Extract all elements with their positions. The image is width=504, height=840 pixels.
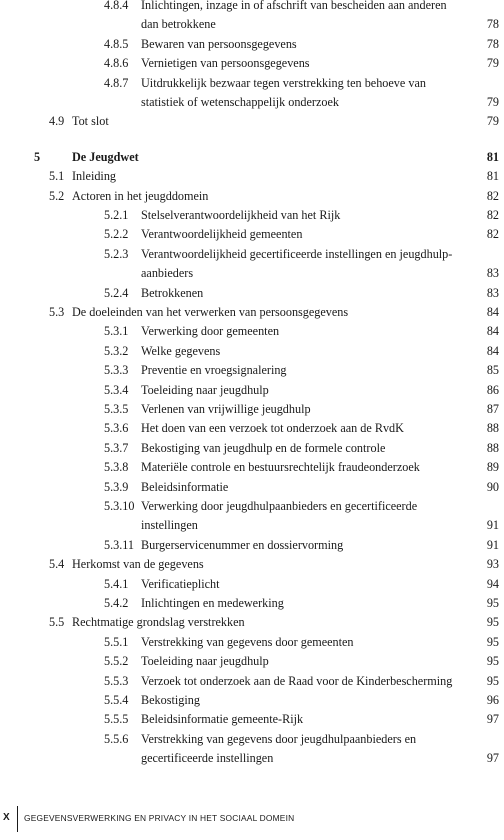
toc-entry-page: 83 [486, 266, 499, 281]
toc-entry [0, 206, 504, 225]
toc-entry-title: Burgerservicenummer en dossiervorming [141, 537, 344, 552]
toc-entry [0, 439, 504, 458]
toc-entry [0, 303, 504, 322]
toc-entry-page: 97 [486, 751, 499, 766]
toc-entry-title: Beleidsinformatie [141, 479, 229, 494]
toc-entry-title: Uitdrukkelijk bezwaar tegen verstrekking ten behoeve van [141, 75, 426, 90]
toc-entry-number: 5.3.2 [104, 343, 129, 358]
toc-entry-page: 86 [486, 382, 499, 397]
toc-entry-number: 5.3.10 [104, 499, 135, 513]
toc-entry-title: Herkomst van de gegevens [72, 557, 204, 572]
toc-entry-continuation [0, 264, 504, 283]
toc-entry [0, 575, 504, 594]
toc-entry-title: Preventie en vroegsignalering [141, 363, 287, 378]
toc-entry-title: Vernietigen van persoonsgegevens [141, 56, 310, 71]
toc-entry [0, 361, 504, 380]
toc-entry-page: 78 [486, 36, 499, 51]
toc-entry-number: 5.4.1 [104, 576, 129, 591]
toc-entry [0, 74, 504, 93]
toc-entry [0, 225, 504, 244]
toc-entry-number: 5.3.8 [104, 460, 129, 475]
toc-entry [0, 691, 504, 710]
toc-entry-title: Stelselverantwoordelijkheid van het Rijk [141, 208, 341, 222]
toc-entry-page: 94 [486, 576, 499, 591]
toc-entry-page: 85 [486, 363, 499, 378]
toc-entry-title: Verlenen van vrijwillige jeugdhulp [141, 402, 311, 416]
toc-entry-number: 5.5 [49, 615, 65, 630]
toc-entry-title: Inleiding [72, 169, 117, 184]
toc-entry-number: 5.3.4 [104, 382, 129, 397]
toc-entry [0, 112, 504, 131]
toc-entry [0, 167, 504, 186]
toc-entry-title: De doeleinden van het verwerken van persoonsgegevens [72, 305, 349, 319]
toc-entry-title: Verantwoordelijkheid gemeenten [141, 227, 303, 242]
toc-entry [0, 555, 504, 574]
toc-entry-title: Welke gegevens [141, 343, 221, 358]
toc-entry [0, 594, 504, 613]
toc-entry [0, 381, 504, 400]
toc-entry-number: 5.1 [49, 169, 65, 184]
toc-entry-title: Materiële controle en bestuursrechtelijk fraudeonderzoek [141, 460, 420, 475]
toc-entry-number: 5.2.1 [104, 208, 129, 222]
toc-entry-number: 5.3.5 [104, 402, 129, 416]
toc-entry-number: 4.9 [49, 114, 65, 129]
toc-entry [0, 652, 504, 671]
toc-entry-title: Het doen van een verzoek tot onderzoek aan de RvdK [141, 421, 404, 436]
toc-entry-number: 5.5.6 [104, 731, 129, 746]
toc-entry-page: 87 [486, 402, 499, 416]
toc-entry-number: 4.8.7 [104, 75, 129, 90]
toc-entry-number: 5.2.4 [104, 285, 129, 300]
toc-entry [0, 536, 504, 555]
toc-entry-number: 5.3.9 [104, 479, 129, 494]
toc-entry-page: 88 [486, 421, 499, 436]
toc-entry-title: Verwerking door gemeenten [141, 324, 280, 339]
toc-entry-page: 95 [486, 634, 499, 649]
toc-entry-number: 5.5.5 [104, 712, 129, 727]
toc-entry [0, 342, 504, 361]
toc-entry [0, 478, 504, 497]
toc-entry [0, 730, 504, 749]
toc-entry-page: 97 [486, 712, 499, 727]
toc-entry-page: 95 [486, 673, 499, 688]
toc-entry-page: 95 [486, 654, 499, 669]
toc-entry [0, 284, 504, 303]
toc-entry-page: 81 [486, 169, 499, 184]
toc-entry-number: 5.5.1 [104, 634, 129, 649]
toc-entry-number: 5.5.3 [104, 673, 129, 688]
toc-entry-title: Tot slot [72, 114, 109, 129]
toc-entry-number: 4.8.6 [104, 56, 129, 71]
toc-entry-title: Bekostiging [141, 693, 200, 707]
toc-entry-number: 5.3.6 [104, 421, 129, 436]
footer-divider [17, 806, 18, 832]
toc-entry-number: 5.5.4 [104, 693, 129, 707]
toc-entry-number: 5.3.11 [104, 537, 135, 552]
toc-entry-title: dan betrokkene [141, 17, 216, 32]
toc-entry-title: Inlichtingen en medewerking [141, 596, 284, 610]
toc-entry-number: 5.2.2 [104, 227, 129, 242]
toc-entry-page: 79 [486, 95, 499, 109]
toc-entry-title: Rechtmatige grondslag verstrekken [72, 615, 245, 630]
toc-entry-number: 5.4 [49, 557, 65, 572]
toc-entry-title: instellingen [141, 518, 198, 533]
toc-entry-continuation [0, 93, 504, 112]
toc-entry-number: 5.2.3 [104, 246, 129, 261]
toc-entry-page: 93 [486, 557, 499, 572]
toc-entry-number: 4.8.5 [104, 36, 129, 51]
toc-entry [0, 400, 504, 419]
toc-entry-title: Verwerking door jeugdhulpaanbieders en gecertificeerde [141, 499, 418, 513]
toc-entry-page: 95 [486, 596, 499, 610]
toc-entry-title: aanbieders [141, 266, 194, 281]
toc-entry-page: 83 [486, 285, 499, 300]
toc-entry-page: 90 [486, 479, 499, 494]
toc-entry [0, 35, 504, 54]
toc-entry-title: Actoren in het jeugddomein [72, 188, 209, 203]
toc-entry-number: 5.3.7 [104, 440, 129, 455]
toc-entry-title: Bewaren van persoonsgegevens [141, 36, 297, 51]
toc-entry [0, 672, 504, 691]
toc-entry [0, 613, 504, 632]
toc-entry-title: Toeleiding naar jeugdhulp [141, 382, 269, 397]
toc-entry-page: 78 [486, 17, 499, 32]
toc-entry-page: 91 [486, 537, 499, 552]
toc-entry-title: Bekostiging van jeugdhulp en de formele controle [141, 440, 386, 455]
toc-entry-continuation [0, 516, 504, 535]
toc-entry [0, 245, 504, 264]
toc-entry-page: 82 [486, 188, 499, 203]
footer-page-number: X [3, 812, 10, 823]
toc-entry-title: Toeleiding naar jeugdhulp [141, 654, 269, 669]
toc-entry-number: 5.3.3 [104, 363, 129, 378]
toc-entry [0, 458, 504, 477]
toc-entry-page: 82 [486, 227, 499, 242]
toc-entry-number: 5.3.1 [104, 324, 129, 339]
toc-entry-page: 88 [486, 440, 499, 455]
toc-entry-page: 84 [486, 305, 499, 319]
toc-entry-continuation [0, 15, 504, 34]
toc-entry [0, 54, 504, 73]
toc-entry-title: statistiek of wetenschappelijk onderzoek [141, 95, 339, 109]
toc-entry [0, 187, 504, 206]
toc-entry [0, 322, 504, 341]
toc-entry-page: 96 [486, 693, 499, 707]
toc-entry [0, 148, 504, 167]
toc-entry-number: 5.2 [49, 188, 65, 203]
toc-entry-number: 4.8.4 [104, 0, 129, 12]
toc-entry-page: 91 [486, 518, 499, 533]
toc-entry-page: 81 [486, 149, 499, 164]
footer-title: GEGEVENSVERWERKING EN PRIVACY IN HET SOCIAAL DOMEIN [24, 813, 295, 823]
toc-entry-page: 84 [486, 343, 499, 358]
toc-entry-title: Betrokkenen [141, 285, 204, 300]
toc-entry-page: 84 [486, 324, 499, 339]
toc-entry-page: 82 [486, 208, 499, 222]
toc-entry-number: 5.4.2 [104, 596, 129, 610]
toc-entry-title: Verantwoordelijkheid gecertificeerde instellingen en jeugdhulp- [141, 246, 453, 261]
toc-entry-title: Inlichtingen, inzage in of afschrift van bescheiden aan anderen [141, 0, 447, 12]
toc-entry-title: Verstrekking van gegevens door gemeenten [141, 634, 354, 649]
toc-entry-continuation [0, 749, 504, 768]
toc-entry-title: Beleidsinformatie gemeente-Rijk [141, 712, 304, 727]
toc-entry [0, 0, 504, 15]
toc-entry-page: 79 [486, 56, 499, 71]
toc-entry [0, 710, 504, 729]
toc-entry-title: Verificatieplicht [141, 576, 220, 591]
toc-entry-number: 5.5.2 [104, 654, 129, 669]
toc-entry-number: 5 [34, 149, 41, 164]
toc-entry-title: Verzoek tot onderzoek aan de Raad voor de Kinderbescherming [141, 673, 453, 688]
toc-entry [0, 497, 504, 516]
toc-entry-title: gecertificeerde instellingen [141, 751, 274, 766]
toc-entry [0, 633, 504, 652]
toc-entry-title: De Jeugdwet [72, 149, 139, 164]
toc-entry-title: Verstrekking van gegevens door jeugdhulpaanbieders en [141, 731, 417, 746]
toc-entry-page: 89 [486, 460, 499, 475]
toc-entry-page: 79 [486, 114, 499, 129]
toc-entry [0, 419, 504, 438]
toc-entry-number: 5.3 [49, 305, 65, 319]
toc-entry-page: 95 [486, 615, 499, 630]
